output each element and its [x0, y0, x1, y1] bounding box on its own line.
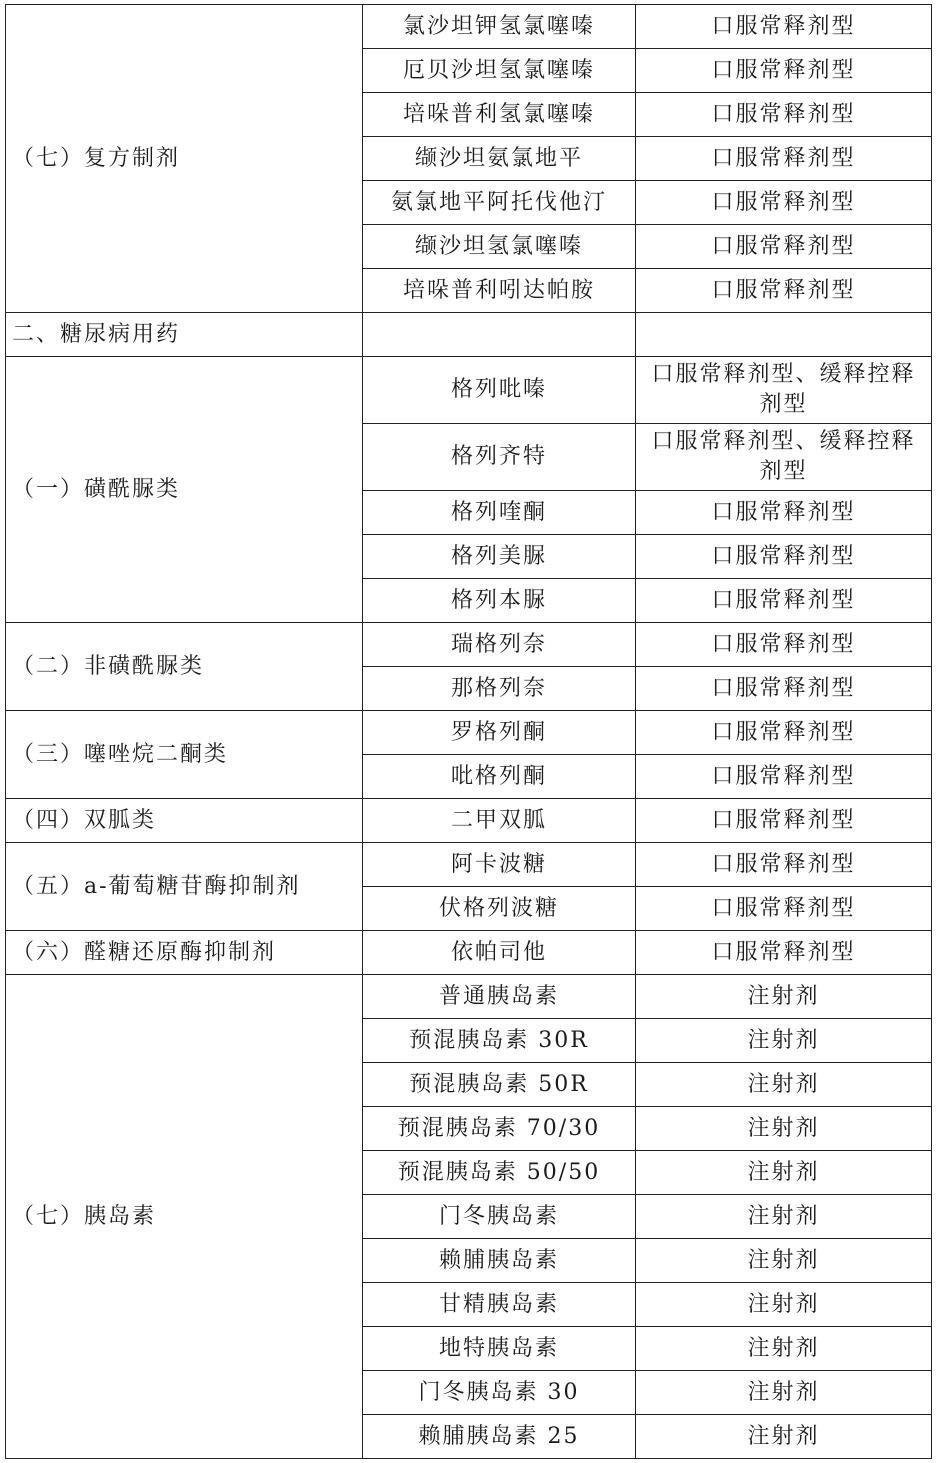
drug-name-cell: 门冬胰岛素 30	[363, 1371, 636, 1415]
table-row	[6, 5, 932, 49]
dosage-form-cell: 口服常释剂型、缓释控释剂型	[636, 424, 932, 491]
category-cell: （七）复方制剂	[6, 5, 363, 313]
drug-name-cell: 预混胰岛素 30R	[363, 1019, 636, 1063]
dosage-form-cell: 口服常释剂型	[636, 667, 932, 711]
drug-name-cell: 氨氯地平阿托伐他汀	[363, 181, 636, 225]
table-row	[6, 357, 932, 424]
dosage-form-cell: 注射剂	[636, 1371, 932, 1415]
dosage-form-cell: 注射剂	[636, 1327, 932, 1371]
dosage-form-cell: 注射剂	[636, 1239, 932, 1283]
drug-name-cell: 预混胰岛素 70/30	[363, 1107, 636, 1151]
dosage-form-cell: 口服常释剂型	[636, 93, 932, 137]
category-cell: （七）胰岛素	[6, 975, 363, 1459]
drug-name-cell: 格列喹酮	[363, 491, 636, 535]
category-cell: （六）醛糖还原酶抑制剂	[6, 931, 363, 975]
category-cell: （三）噻唑烷二酮类	[6, 711, 363, 799]
drug-name-cell: 依帕司他	[363, 931, 636, 975]
dosage-form-cell: 口服常释剂型	[636, 491, 932, 535]
drug-name-cell: 罗格列酮	[363, 711, 636, 755]
dosage-form-cell: 注射剂	[636, 975, 932, 1019]
dosage-form-cell: 注射剂	[636, 1151, 932, 1195]
drug-name-cell: 格列吡嗪	[363, 357, 636, 424]
category-cell: （四）双胍类	[6, 799, 363, 843]
drug-name-cell: 格列美脲	[363, 535, 636, 579]
dosage-form-cell: 口服常释剂型	[636, 49, 932, 93]
drug-name-cell: 那格列奈	[363, 667, 636, 711]
table-row	[6, 931, 932, 975]
drug-name-cell: 缬沙坦氨氯地平	[363, 137, 636, 181]
drug-name-cell: 预混胰岛素 50R	[363, 1063, 636, 1107]
drug-name-cell: 甘精胰岛素	[363, 1283, 636, 1327]
dosage-form-cell: 口服常释剂型	[636, 799, 932, 843]
drug-name-cell: 赖脯胰岛素	[363, 1239, 636, 1283]
dosage-form-cell: 口服常释剂型	[636, 887, 932, 931]
dosage-form-cell: 口服常释剂型	[636, 269, 932, 313]
category-cell: 二、糖尿病用药	[6, 313, 363, 357]
dosage-form-cell: 注射剂	[636, 1195, 932, 1239]
dosage-form-cell: 注射剂	[636, 1107, 932, 1151]
drug-name-cell: 二甲双胍	[363, 799, 636, 843]
drug-name-cell: 伏格列波糖	[363, 887, 636, 931]
table-row	[6, 711, 932, 755]
dosage-form-cell: 口服常释剂型	[636, 181, 932, 225]
dosage-form-cell: 口服常释剂型	[636, 623, 932, 667]
dosage-form-cell: 口服常释剂型	[636, 137, 932, 181]
dosage-form-cell: 注射剂	[636, 1283, 932, 1327]
dosage-form-cell: 口服常释剂型	[636, 225, 932, 269]
category-cell: （一）磺酰脲类	[6, 357, 363, 623]
drug-name-cell: 格列本脲	[363, 579, 636, 623]
dosage-form-cell: 口服常释剂型	[636, 843, 932, 887]
drug-name-cell: 格列齐特	[363, 424, 636, 491]
table-row	[6, 799, 932, 843]
dosage-form-cell: 口服常释剂型	[636, 755, 932, 799]
drug-name-cell: 缬沙坦氢氯噻嗪	[363, 225, 636, 269]
drug-name-cell: 培哚普利氢氯噻嗪	[363, 93, 636, 137]
dosage-form-cell: 注射剂	[636, 1063, 932, 1107]
drug-name-cell: 氯沙坦钾氢氯噻嗪	[363, 5, 636, 49]
dosage-form-cell: 口服常释剂型	[636, 535, 932, 579]
dosage-form-cell: 注射剂	[636, 1415, 932, 1459]
drug-name-cell	[363, 313, 636, 357]
dosage-form-cell	[636, 313, 932, 357]
drug-list-table	[5, 4, 932, 1459]
table-row	[6, 623, 932, 667]
drug-name-cell: 瑞格列奈	[363, 623, 636, 667]
dosage-form-cell: 口服常释剂型	[636, 931, 932, 975]
drug-name-cell: 预混胰岛素 50/50	[363, 1151, 636, 1195]
drug-name-cell: 厄贝沙坦氢氯噻嗪	[363, 49, 636, 93]
drug-name-cell: 普通胰岛素	[363, 975, 636, 1019]
table-row	[6, 843, 932, 887]
drug-name-cell: 阿卡波糖	[363, 843, 636, 887]
dosage-form-cell: 口服常释剂型	[636, 5, 932, 49]
drug-name-cell: 赖脯胰岛素 25	[363, 1415, 636, 1459]
dosage-form-cell: 口服常释剂型、缓释控释剂型	[636, 357, 932, 424]
drug-name-cell: 培哚普利吲达帕胺	[363, 269, 636, 313]
dosage-form-cell: 注射剂	[636, 1019, 932, 1063]
table-row	[6, 975, 932, 1019]
dosage-form-cell: 口服常释剂型	[636, 579, 932, 623]
table-row	[6, 313, 932, 357]
drug-table-body	[6, 5, 932, 1459]
drug-name-cell: 门冬胰岛素	[363, 1195, 636, 1239]
category-cell: （五）a-葡萄糖苷酶抑制剂	[6, 843, 363, 931]
dosage-form-cell: 口服常释剂型	[636, 711, 932, 755]
drug-name-cell: 吡格列酮	[363, 755, 636, 799]
drug-name-cell: 地特胰岛素	[363, 1327, 636, 1371]
category-cell: （二）非磺酰脲类	[6, 623, 363, 711]
